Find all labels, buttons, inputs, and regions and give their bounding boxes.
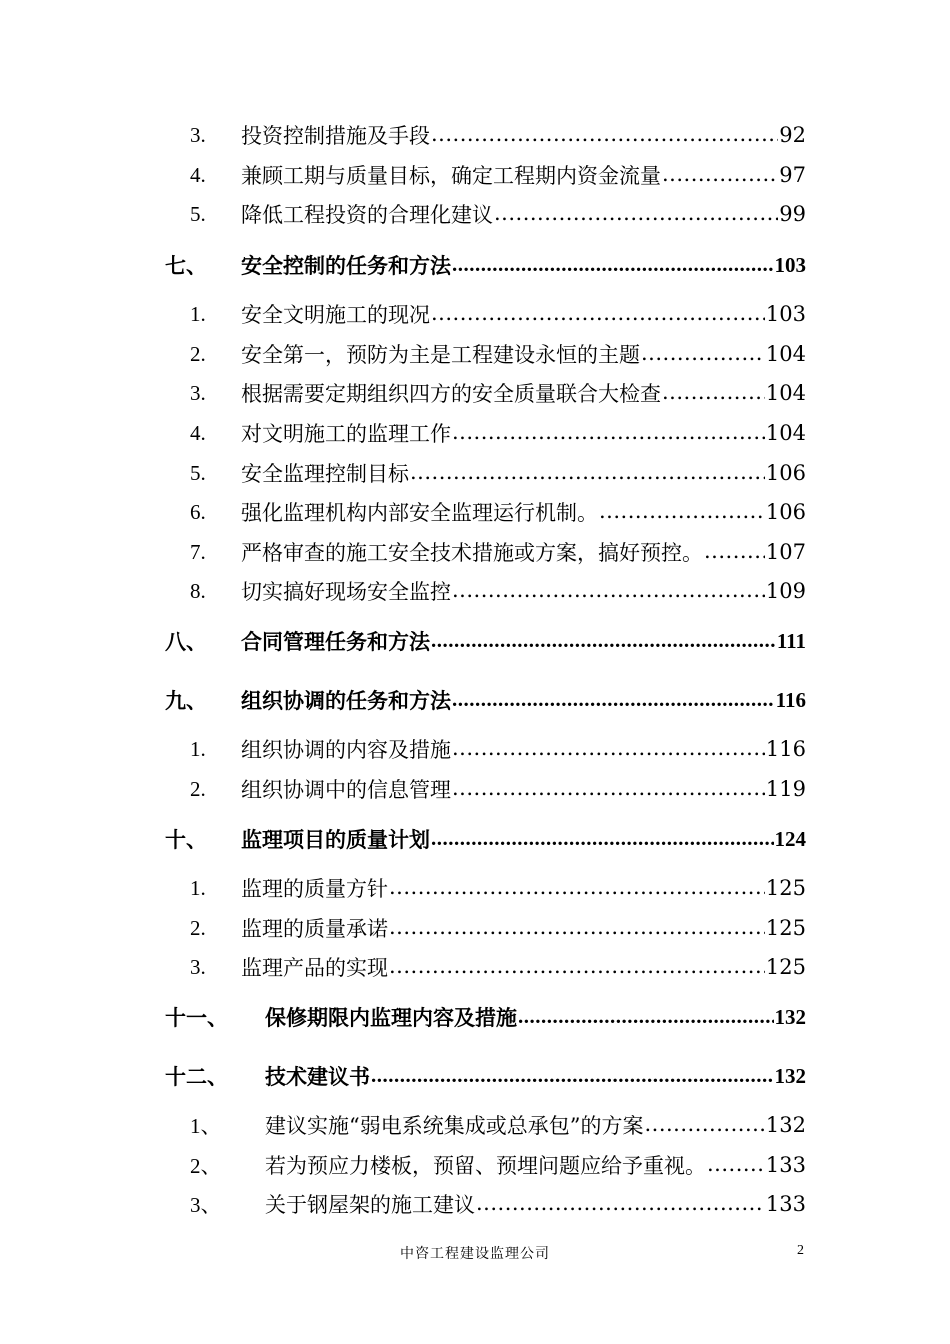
toc-dot-leader: [431, 630, 776, 659]
toc-section-entry[interactable]: [190, 731, 806, 767]
toc-entry-page-number: 132: [765, 1113, 806, 1137]
toc-entry-number: 九、: [165, 689, 207, 713]
toc-entry-page-number: 125: [765, 916, 806, 940]
page-footer: [0, 1243, 950, 1267]
toc-entry-title: 安全第一，预防为主是工程建设永恒的主题: [241, 343, 640, 367]
toc-chapter-entry[interactable]: [165, 999, 806, 1035]
toc-entry-page-number: 109: [765, 579, 806, 603]
toc-dot-leader: [389, 956, 765, 985]
toc-entry-title: 合同管理任务和方法: [241, 630, 430, 654]
toc-dot-leader: [599, 501, 765, 530]
toc-entry-page-number: 106: [765, 500, 806, 524]
toc-entry-title: 投资控制措施及手段: [241, 124, 430, 148]
toc-entry-number: 1.: [190, 736, 206, 761]
toc-entry-number: 七、: [165, 254, 207, 278]
toc-chapter-entry[interactable]: [165, 623, 806, 659]
toc-entry-page-number: 132: [774, 1063, 806, 1088]
toc-entry-title: 组织协调的内容及措施: [241, 738, 451, 762]
toc-section-entry[interactable]: [190, 1186, 806, 1222]
toc-entry-page-number: 116: [765, 737, 806, 761]
toc-entry-title: 强化监理机构内部安全监理运行机制。: [241, 501, 598, 525]
toc-entry-number: 2、: [190, 1154, 222, 1178]
toc-section-entry[interactable]: [190, 573, 806, 609]
toc-entry-title: 建议实施“弱电系统集成或总承包”的方案: [265, 1114, 644, 1138]
toc-dot-leader: [389, 877, 765, 906]
toc-entry-title: 监理的质量方针: [241, 877, 388, 901]
toc-entry-page-number: 107: [765, 540, 806, 564]
toc-entry-number: 3.: [190, 122, 206, 147]
toc-entry-number: 1.: [190, 301, 206, 326]
toc-entry-page-number: 103: [765, 302, 806, 326]
toc-dot-leader: [431, 828, 774, 857]
toc-dot-leader: [707, 1154, 765, 1183]
toc-chapter-entry[interactable]: [165, 247, 806, 283]
toc-entry-number: 八、: [165, 630, 207, 654]
toc-entry-title: 若为预应力楼板，预留、预埋问题应给予重视。: [265, 1154, 706, 1178]
toc-section-entry[interactable]: [190, 157, 806, 193]
toc-entry-title: 监理的质量承诺: [241, 917, 388, 941]
toc-dot-leader: [431, 303, 765, 332]
toc-entry-page-number: 103: [774, 252, 806, 277]
toc-dot-leader: [641, 343, 765, 372]
toc-entry-title: 对文明施工的监理工作: [241, 422, 451, 446]
toc-dot-leader: [518, 1006, 774, 1035]
toc-entry-number: 3.: [190, 954, 206, 979]
toc-entry-title: 降低工程投资的合理化建议: [241, 203, 493, 227]
toc-section-entry[interactable]: [190, 296, 806, 332]
toc-section-entry[interactable]: [190, 375, 806, 411]
toc-entry-number: 6.: [190, 499, 206, 524]
toc-chapter-entry[interactable]: [165, 1058, 806, 1094]
toc-dot-leader: [452, 778, 765, 807]
toc-dot-leader: [431, 124, 778, 153]
toc-dot-leader: [494, 203, 778, 232]
toc-entry-title: 组织协调中的信息管理: [241, 778, 451, 802]
toc-entry-page-number: 106: [765, 461, 806, 485]
toc-section-entry[interactable]: [190, 949, 806, 985]
toc-dot-leader: [452, 254, 774, 283]
toc-entry-number: 3、: [190, 1193, 222, 1217]
toc-section-entry[interactable]: [190, 455, 806, 491]
toc-entry-title: 安全控制的任务和方法: [241, 254, 451, 278]
toc-entry-page-number: 99: [779, 202, 806, 226]
toc-entry-page-number: 111: [776, 628, 806, 653]
toc-section-entry[interactable]: [190, 196, 806, 232]
toc-section-entry[interactable]: [190, 534, 806, 570]
toc-dot-leader: [644, 1114, 764, 1143]
toc-entry-page-number: 104: [765, 421, 806, 445]
toc-entry-number: 十一、: [165, 1006, 228, 1030]
toc-entry-number: 8.: [190, 578, 206, 603]
toc-entry-number: 4.: [190, 420, 206, 445]
toc-dot-leader: [662, 164, 778, 193]
toc-entry-title: 关于钢屋架的施工建议: [265, 1193, 475, 1217]
toc-entry-title: 监理产品的实现: [241, 956, 388, 980]
toc-dot-leader: [452, 422, 765, 451]
toc-entry-page-number: 133: [765, 1153, 806, 1177]
toc-entry-number: 5.: [190, 201, 206, 226]
toc-entry-page-number: 116: [775, 687, 806, 712]
toc-entry-title: 切实搞好现场安全监控: [241, 580, 451, 604]
toc-section-entry[interactable]: [190, 117, 806, 153]
toc-entry-title: 安全文明施工的现况: [241, 303, 430, 327]
toc-entry-title: 严格审查的施工安全技术措施或方案，搞好预控。: [241, 541, 703, 565]
toc-entry-title: 保修期限内监理内容及措施: [265, 1006, 517, 1030]
toc-entry-title: 兼顾工期与质量目标，确定工程期内资金流量: [241, 164, 661, 188]
toc-entry-number: 5.: [190, 460, 206, 485]
toc-section-entry[interactable]: [190, 910, 806, 946]
toc-entry-number: 2.: [190, 776, 206, 801]
toc-section-entry[interactable]: [190, 415, 806, 451]
toc-section-entry[interactable]: [190, 1147, 806, 1183]
toc-dot-leader: [476, 1193, 765, 1222]
toc-entry-number: 1.: [190, 875, 206, 900]
toc-entry-page-number: 119: [765, 777, 806, 801]
toc-dot-leader: [452, 689, 775, 718]
toc-entry-title: 组织协调的任务和方法: [241, 689, 451, 713]
toc-entry-number: 1、: [190, 1114, 222, 1138]
toc-entry-number: 7.: [190, 539, 206, 564]
toc-entry-number: 2.: [190, 915, 206, 940]
toc-entry-page-number: 92: [779, 123, 806, 147]
toc-entry-page-number: 124: [774, 826, 806, 851]
toc-entry-title: 根据需要定期组织四方的安全质量联合大检查: [241, 382, 661, 406]
toc-dot-leader: [452, 738, 765, 767]
toc-entry-page-number: 133: [765, 1192, 806, 1216]
toc-entry-number: 十二、: [165, 1065, 228, 1089]
toc-dot-leader: [410, 462, 765, 491]
toc-section-entry[interactable]: [190, 870, 806, 906]
toc-entry-number: 十、: [165, 828, 207, 852]
toc-entry-number: 4.: [190, 162, 206, 187]
toc-dot-leader: [704, 541, 765, 570]
toc-chapter-entry[interactable]: [165, 821, 806, 857]
toc-section-entry[interactable]: [190, 1107, 806, 1143]
toc-entry-title: 安全监理控制目标: [241, 462, 409, 486]
toc-entry-page-number: 125: [765, 955, 806, 979]
footer-company-name: 中咨工程建设监理公司: [400, 1246, 550, 1262]
toc-entry-page-number: 97: [779, 163, 806, 187]
toc-entry-page-number: 104: [765, 342, 806, 366]
toc-dot-leader: [389, 917, 765, 946]
footer-page-number: 2: [797, 1243, 804, 1258]
toc-dot-leader: [452, 580, 765, 609]
toc-section-entry[interactable]: [190, 771, 806, 807]
toc-section-entry[interactable]: [190, 494, 806, 530]
toc-section-entry[interactable]: [190, 336, 806, 372]
toc-dot-leader: [662, 382, 765, 411]
toc-entry-title: 监理项目的质量计划: [241, 828, 430, 852]
toc-entry-number: 2.: [190, 341, 206, 366]
toc-dot-leader: [371, 1065, 774, 1094]
toc-entry-page-number: 104: [765, 381, 806, 405]
toc-chapter-entry[interactable]: [165, 682, 806, 718]
toc-entry-page-number: 125: [765, 876, 806, 900]
toc-entry-title: 技术建议书: [265, 1065, 370, 1089]
toc-entry-page-number: 132: [774, 1004, 806, 1029]
toc-entry-number: 3.: [190, 380, 206, 405]
